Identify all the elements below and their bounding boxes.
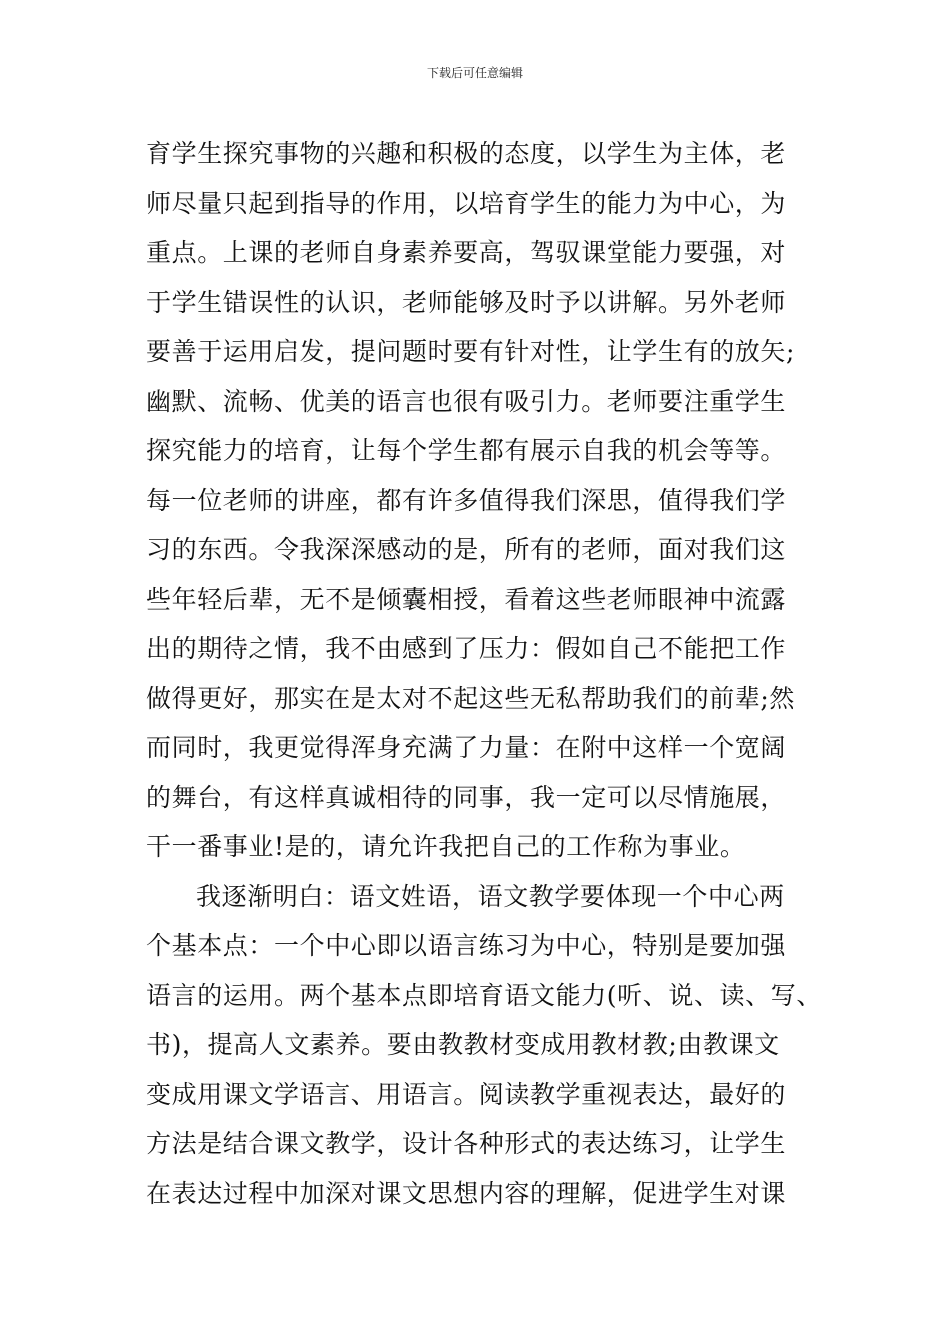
text-line: 出的期待之情，我不由感到了压力：假如自己不能把工作 [146, 634, 787, 663]
text-line: 于学生错误性的认识，老师能够及时予以讲解。另外老师 [146, 287, 787, 317]
text-line: 书)，提高人文素养。要由教教材变成用教材教;由教课文 [146, 1030, 780, 1059]
text-line: 要善于运用启发，提问题时要有针对性，让学生有的放矢; [146, 337, 796, 366]
paragraph-2 [146, 872, 846, 1219]
text-line: 在表达过程中加深对课文思想内容的理解，促进学生对课 [146, 1178, 787, 1208]
text-line: 语言的运用。两个基本点即培育语文能力(听、说、读、写、 [146, 980, 822, 1010]
text-line: 每一位老师的讲座，都有许多值得我们深思，值得我们学 [146, 485, 787, 515]
text-line: 幽默、流畅、优美的语言也很有吸引力。老师要注重学生 [146, 386, 787, 416]
text-line: 育学生探究事物的兴趣和积极的态度，以学生为主体，老 [146, 139, 787, 168]
text-line: 而同时，我更觉得浑身充满了力量：在附中这样一个宽阔 [146, 733, 787, 762]
text-line: 个基本点：一个中心即以语言练习为中心，特别是要加强 [146, 931, 787, 960]
text-line: 探究能力的培育，让每个学生都有展示自我的机会等等。 [146, 436, 787, 465]
text-line: 的舞台，有这样真诚相待的同事，我一定可以尽情施展， [146, 782, 787, 812]
paragraph-1 [146, 129, 846, 872]
text-line: 师尽量只起到指导的作用，以培育学生的能力为中心，为 [146, 188, 787, 218]
page-header: 下载后可任意编辑 [426, 66, 523, 80]
text-line: 习的东西。令我深深感动的是，所有的老师，面对我们这 [146, 535, 787, 564]
text-line: 方法是结合课文教学，设计各种形式的表达练习，让学生 [146, 1129, 787, 1158]
text-line: 我逐渐明白：语文姓语，语文教学要体现一个中心两 [196, 881, 785, 911]
text-line: 干一番事业!是的，请允许我把自己的工作称为事业。 [146, 832, 746, 861]
text-line: 做得更好，那实在是太对不起这些无私帮助我们的前辈;然 [146, 683, 796, 713]
text-line: 些年轻后辈，无不是倾囊相授，看着这些老师眼神中流露 [146, 584, 787, 614]
document-body [146, 129, 846, 1218]
text-line: 变成用课文学语言、用语言。阅读教学重视表达，最好的 [146, 1079, 787, 1109]
text-line: 重点。上课的老师自身素养要高，驾驭课堂能力要强，对 [146, 238, 787, 267]
